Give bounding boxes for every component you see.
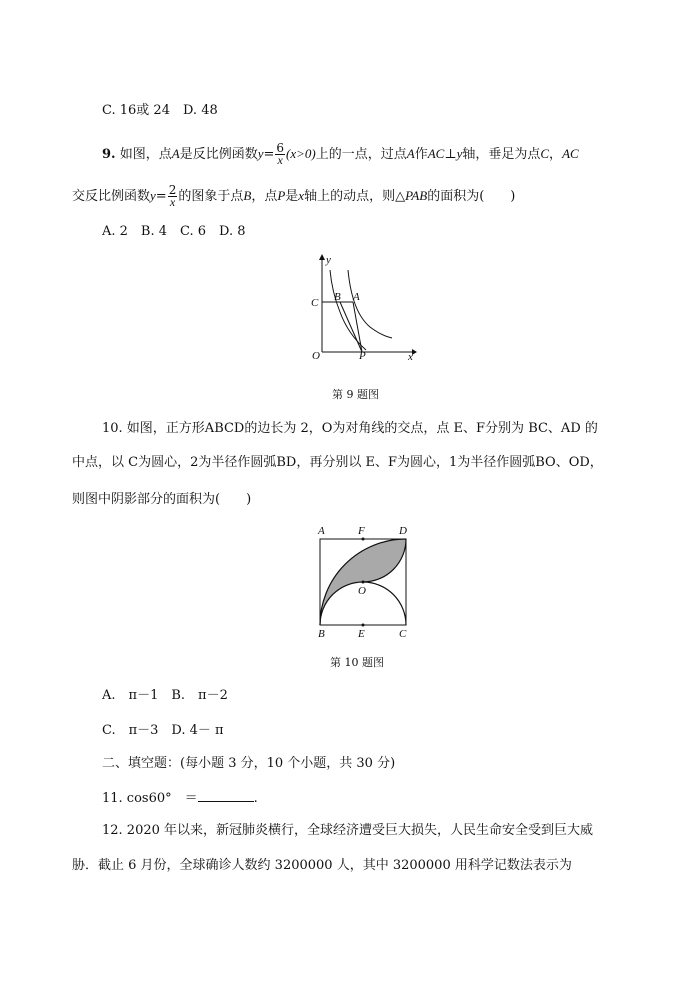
q8-options: C. 16或 24 D. 48 [102, 103, 218, 118]
q9-text: 是 [285, 189, 299, 204]
point-E [362, 624, 365, 627]
q9-text: 作 [414, 147, 428, 162]
q9-var: AC [562, 146, 579, 161]
q9-var: y [456, 146, 463, 161]
section-2-heading: 二、填空题：(每小题 3 分，10 个小题，共 30 分) [102, 756, 396, 771]
point-O [362, 581, 365, 584]
q9-number: 9. [102, 147, 116, 162]
label-x: x [408, 351, 413, 363]
q9-var: P [277, 188, 286, 203]
q9-var: AC [427, 146, 445, 161]
q9-text: 交反比例函数 [72, 189, 151, 204]
q10-line-2: 中点，以 C为圆心，2为半径作圆弧BD，再分别以 E、F为圆心，1为半径作圆弧BO、OD， [72, 455, 603, 470]
q10-line-3: 则图中阴影部分的面积为( ) [72, 492, 252, 507]
point-F [362, 538, 365, 541]
q9-text: 如图，点 [119, 147, 172, 162]
q12-line-1: 12. 2020 年以来，新冠肺炎横行，全球经济遭受巨大损失，人民生命安全受到巨大威 [102, 823, 594, 838]
label-B: B [334, 291, 341, 303]
curve-6-over-x [348, 270, 392, 338]
q9-figure [300, 252, 420, 364]
q9-var: x [298, 188, 305, 203]
q10-line-1: 10. 如图，正方形ABCD的边长为 2，O为对角线的交点，点 E、F分别为 BC、AD 的 [102, 421, 598, 436]
label-y: y [326, 254, 331, 266]
q10-figure [310, 520, 414, 640]
q9-var: C [540, 146, 550, 161]
q9-line-1 [102, 143, 579, 166]
q9-text: 的面积为( ) [427, 189, 516, 204]
q10-options-1: A. π－1 B. π－2 [102, 688, 228, 703]
label-A: A [353, 291, 360, 303]
label-E: E [358, 628, 365, 640]
q12-line-2: 胁．截止 6 月份，全球确诊人数约 3200000 人，其中 3200000 用科学记数法表示为 [72, 858, 572, 873]
q11 [102, 789, 258, 808]
q9-text: = [155, 189, 167, 204]
q11-answer-blank[interactable] [198, 789, 254, 802]
q9-var: y [257, 146, 264, 161]
q9-condition: (x>0) [286, 146, 316, 161]
label-A: A [318, 525, 325, 537]
q9-var: y [150, 188, 156, 203]
q11-text: 11. cos60° ＝ [102, 791, 198, 806]
q9-var: A [406, 146, 415, 161]
q9-fraction-2-over-x: $\frac{2}{x}$ [168, 183, 177, 209]
segment-PB [340, 302, 362, 352]
q9-text: ，点 [251, 189, 278, 204]
label-C: C [311, 297, 319, 309]
label-O: O [358, 585, 366, 597]
q9-fraction-6-over-x: $\frac{6}{x}$ [276, 141, 285, 167]
q9-var: A [171, 146, 180, 161]
q9-text: 的图象于点 [178, 189, 244, 204]
q9-text: ⊥ [444, 147, 457, 162]
q9-text: 轴上的动点，则△ [304, 189, 406, 204]
label-P: P [359, 350, 366, 362]
q9-text: 上的一点，过点 [315, 147, 407, 162]
q10-figure-caption: 第 10 题图 [330, 656, 384, 669]
q9-text: ， [549, 147, 563, 162]
label-B: B [318, 628, 325, 640]
label-D: D [399, 525, 407, 537]
q9-line-2 [72, 185, 515, 208]
label-O: O [312, 350, 320, 362]
q11-end: . [253, 791, 258, 806]
y-axis-arrow-icon [319, 254, 325, 260]
q9-text: 轴，垂足为点 [462, 147, 541, 162]
q9-options: A. 2 B. 4 C. 6 D. 8 [102, 224, 246, 239]
q9-var: PAB [405, 188, 428, 203]
q9-text: = [263, 147, 275, 162]
q10-options-2: C. π－3 D. 4－ π [102, 723, 224, 738]
q9-text: 是反比例函数 [179, 147, 258, 162]
label-F: F [358, 525, 365, 537]
curve-2-over-x [330, 270, 366, 350]
q9-var: B [243, 188, 252, 203]
label-C: C [399, 628, 407, 640]
q9-figure-caption: 第 9 题图 [332, 388, 379, 401]
